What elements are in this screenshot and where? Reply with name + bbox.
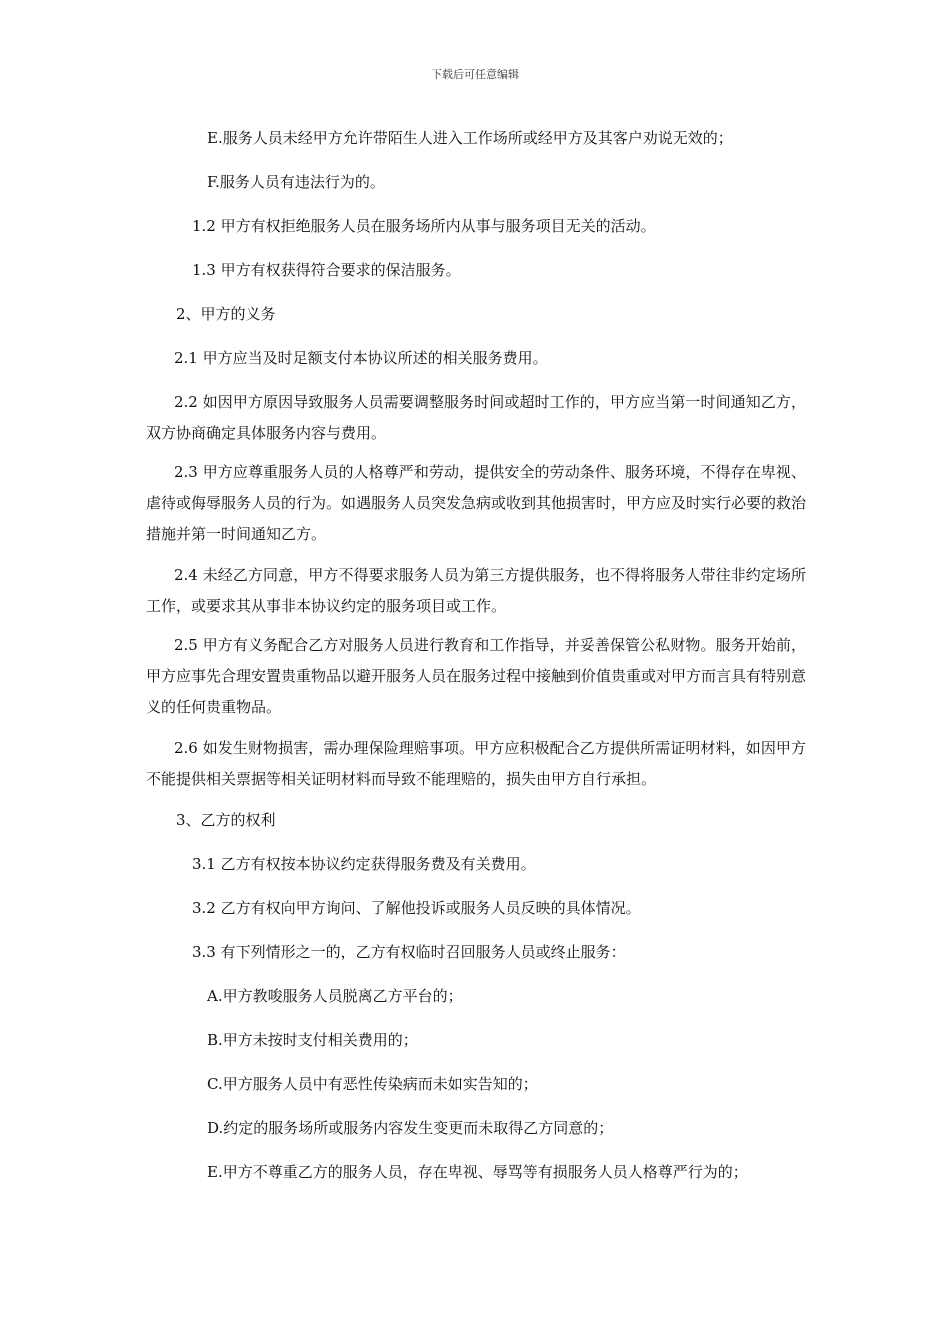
clause-2-5: 2.5 甲方有义务配合乙方对服务人员进行教育和工作指导，并妥善保管公私财物。服务开始前，甲方应事先合理安置贵重物品以避开服务人员在服务过程中接触到价值贵重或对甲方而言具有特别意义的任何贵重物品。 [146, 636, 807, 716]
clause-item-c: C.甲方服务人员中有恶性传染病而未如实告知的； [207, 1075, 538, 1093]
clause-3-1: 3.1 乙方有权按本协议约定获得服务费及有关费用。 [192, 855, 536, 873]
clause-1-2: 1.2 甲方有权拒绝服务人员在服务场所内从事与服务项目无关的活动。 [192, 217, 656, 235]
clause-2-2: 2.2 如因甲方原因导致服务人员需要调整服务时间或超时工作的，甲方应当第一时间通知乙方，双方协商确定具体服务内容与费用。 [146, 393, 806, 442]
clause-item-f-illegal: F.服务人员有违法行为的。 [207, 173, 385, 191]
clause-item-a: A.甲方教唆服务人员脱离乙方平台的； [207, 987, 463, 1005]
clause-1-3: 1.3 甲方有权获得符合要求的保洁服务。 [192, 261, 461, 279]
section-heading-party-b-rights: 3、乙方的权利 [176, 811, 276, 829]
clause-item-d: D.约定的服务场所或服务内容发生变更而未取得乙方同意的； [207, 1119, 614, 1137]
clause-2-1: 2.1 甲方应当及时足额支付本协议所述的相关服务费用。 [174, 349, 548, 367]
clause-2-6: 2.6 如发生财物损害，需办理保险理赔事项。甲方应积极配合乙方提供所需证明材料，如因甲方不能提供相关票据等相关证明材料而导致不能理赔的，损失由甲方自行承担。 [146, 739, 806, 788]
clause-item-e-staff-strangers: E.服务人员未经甲方允许带陌生人进入工作场所或经甲方及其客户劝说无效的； [207, 129, 733, 147]
section-heading-party-a-obligations: 2、甲方的义务 [176, 305, 276, 323]
clause-3-3: 3.3 有下列情形之一的，乙方有权临时召回服务人员或终止服务： [192, 943, 626, 961]
page-header: 下载后可任意编辑 [431, 68, 519, 81]
clause-3-2: 3.2 乙方有权向甲方询问、了解他投诉或服务人员反映的具体情况。 [192, 899, 641, 917]
clause-2-3: 2.3 甲方应尊重服务人员的人格尊严和劳动，提供安全的劳动条件、服务环境，不得存在卑视、虐待或侮辱服务人员的行为。如遇服务人员突发急病或收到其他损害时，甲方应及时实行必要的救治措施并第一时间通知乙方。 [146, 463, 807, 543]
clause-2-4: 2.4 未经乙方同意，甲方不得要求服务人员为第三方提供服务，也不得将服务人带往非约定场所工作，或要求其从事非本协议约定的服务项目或工作。 [146, 566, 806, 615]
clause-item-e-disrespect: E.甲方不尊重乙方的服务人员，存在卑视、辱骂等有损服务人员人格尊严行为的； [207, 1163, 748, 1181]
clause-item-b: B.甲方未按时支付相关费用的； [207, 1031, 418, 1049]
